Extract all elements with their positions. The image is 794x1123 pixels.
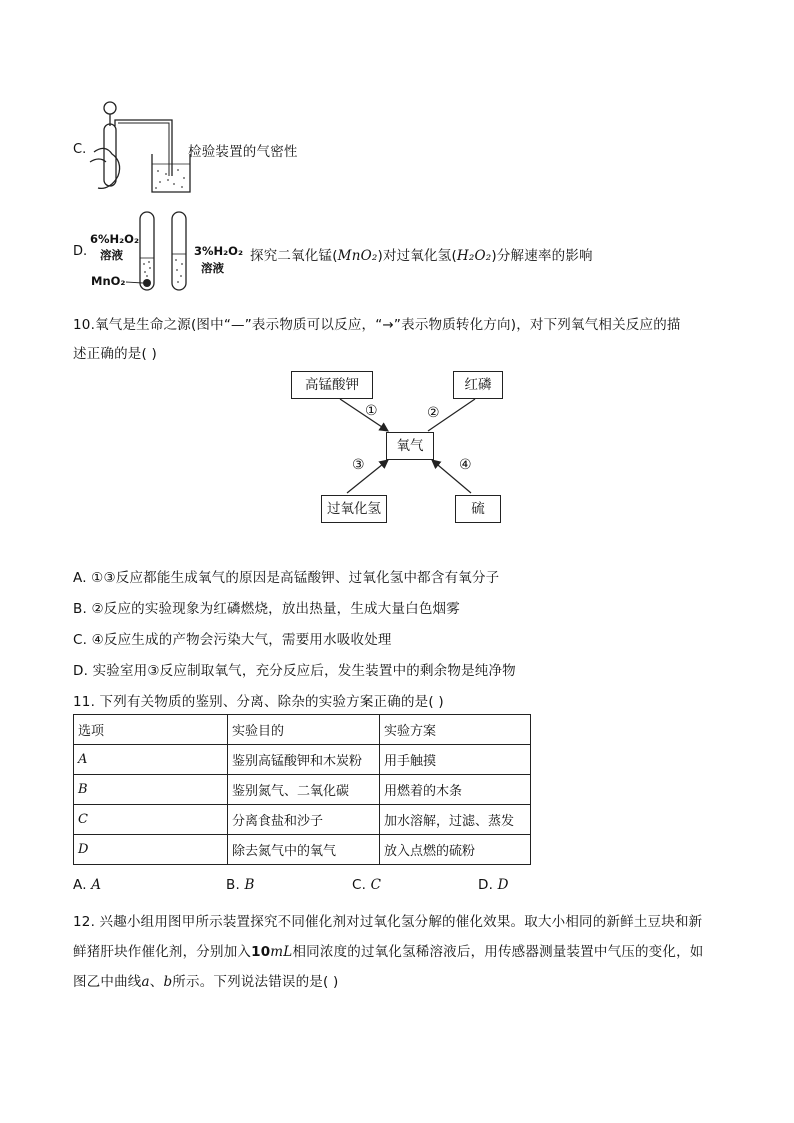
choice-prefix: C. bbox=[352, 877, 367, 893]
row-purpose: 分离食盐和沙子 bbox=[228, 805, 380, 835]
q11-choice-b bbox=[226, 877, 255, 893]
option-c-letter: C. bbox=[73, 142, 87, 157]
mno2-label: MnO₂ bbox=[91, 274, 126, 288]
row-plan: 用燃着的木条 bbox=[380, 775, 531, 805]
table-header-row bbox=[74, 715, 531, 745]
box-oxygen: 氧气 bbox=[386, 432, 434, 460]
reaction-number-1: ① bbox=[365, 403, 378, 419]
test-tubes-figure bbox=[120, 208, 200, 294]
q11-choice-c bbox=[352, 877, 381, 893]
header-plan: 实验方案 bbox=[380, 715, 531, 745]
tube2-label: 3%H₂O₂ bbox=[194, 244, 243, 258]
reaction-number-2: ② bbox=[427, 405, 440, 421]
table-row bbox=[74, 805, 531, 835]
row-option: B bbox=[74, 775, 228, 805]
q10-option-c: C. ④反应生成的产物会污染大气，需要用水吸收处理 bbox=[73, 632, 392, 648]
q12-volume-unit: mL bbox=[270, 944, 293, 960]
reaction-number-3: ③ bbox=[352, 457, 365, 473]
header-purpose: 实验目的 bbox=[228, 715, 380, 745]
choice-prefix: A. bbox=[73, 877, 87, 893]
q12-line1: 12. 兴趣小组用图甲所示装置探究不同催化剂对过氧化氢分解的催化效果。取大小相同的新鲜土豆块和新 bbox=[73, 914, 703, 930]
q12-line3-post: 所示。下列说法错误的是( ) bbox=[172, 974, 339, 990]
q12-line2-post: 相同浓度的过氧化氢稀溶液后，用传感器测量装置中气压的变化，如 bbox=[292, 944, 704, 960]
option-c-text: 检验装置的气密性 bbox=[188, 144, 298, 160]
curve-b-label: b bbox=[163, 974, 173, 990]
row-option: A bbox=[74, 745, 228, 775]
tube2-label-solution: 溶液 bbox=[201, 261, 224, 275]
row-purpose: 鉴别氮气、二氧化碳 bbox=[228, 775, 380, 805]
box-red-phosphorus: 红磷 bbox=[453, 371, 503, 399]
box-hydrogen-peroxide: 过氧化氢 bbox=[321, 495, 387, 523]
choice-prefix: D. bbox=[478, 877, 494, 893]
choice-value: D bbox=[497, 877, 509, 893]
row-plan: 放入点燃的硫粉 bbox=[380, 835, 531, 865]
q10-option-d: D. 实验室用③反应制取氧气，充分反应后，发生装置中的剩余物是纯净物 bbox=[73, 663, 516, 679]
option-d-text-post: )分解速率的影响 bbox=[491, 248, 593, 264]
q12-line3-sep: 、 bbox=[149, 974, 164, 990]
choice-value: B bbox=[244, 877, 255, 893]
curve-a-label: a bbox=[141, 974, 150, 990]
table-row bbox=[74, 835, 531, 865]
q11-stem: 11. 下列有关物质的鉴别、分离、除杂的实验方案正确的是( ) bbox=[73, 694, 444, 710]
header-option: 选项 bbox=[74, 715, 228, 745]
q12-line2-pre: 鲜猪肝块作催化剂，分别加入 bbox=[73, 944, 252, 960]
choice-value: A bbox=[91, 877, 102, 893]
option-d-text-mid: )对过氧化氢( bbox=[377, 248, 457, 264]
airtightness-apparatus-figure bbox=[88, 96, 198, 196]
choice-value: C bbox=[370, 877, 382, 893]
reaction-number-4: ④ bbox=[459, 457, 472, 473]
q12-line3-pre: 图乙中曲线 bbox=[73, 974, 142, 990]
row-option: D bbox=[74, 835, 228, 865]
q11-table bbox=[73, 714, 531, 865]
q11-choice-a bbox=[73, 877, 101, 893]
row-option: C bbox=[74, 805, 228, 835]
formula-mno2: MnO₂ bbox=[337, 248, 378, 264]
tube1-label: 6%H₂O₂ bbox=[90, 232, 139, 246]
option-d-letter: D. bbox=[73, 244, 88, 259]
box-sulfur: 硫 bbox=[455, 495, 501, 523]
q10-stem-line2: 述正确的是( ) bbox=[73, 346, 157, 362]
table-row bbox=[74, 745, 531, 775]
row-purpose: 鉴别高锰酸钾和木炭粉 bbox=[228, 745, 380, 775]
formula-h2o2: H₂O₂ bbox=[456, 248, 492, 264]
table-row bbox=[74, 775, 531, 805]
q10-option-b: B. ②反应的实验现象为红磷燃烧，放出热量，生成大量白色烟雾 bbox=[73, 601, 460, 617]
q12-line3 bbox=[73, 970, 338, 990]
row-plan: 用手触摸 bbox=[380, 745, 531, 775]
q10-option-a: A. ①③反应都能生成氧气的原因是高锰酸钾、过氧化氢中都含有氧分子 bbox=[73, 570, 500, 586]
option-d-text-pre: 探究二氧化锰( bbox=[250, 248, 338, 264]
q12-line2 bbox=[73, 940, 703, 960]
box-potassium-permanganate: 高锰酸钾 bbox=[291, 371, 373, 399]
q10-stem-line1: 10.氧气是生命之源(图中“—”表示物质可以反应，“→”表示物质转化方向)，对下列氧气相关反应的描 bbox=[73, 317, 681, 333]
choice-prefix: B. bbox=[226, 877, 240, 893]
row-plan: 加水溶解，过滤、蒸发 bbox=[380, 805, 531, 835]
q11-choice-d bbox=[478, 877, 509, 893]
option-d-text bbox=[250, 244, 593, 264]
row-purpose: 除去氮气中的氧气 bbox=[228, 835, 380, 865]
q12-volume-number: 10 bbox=[251, 944, 271, 960]
tube1-label-solution: 溶液 bbox=[100, 248, 123, 262]
